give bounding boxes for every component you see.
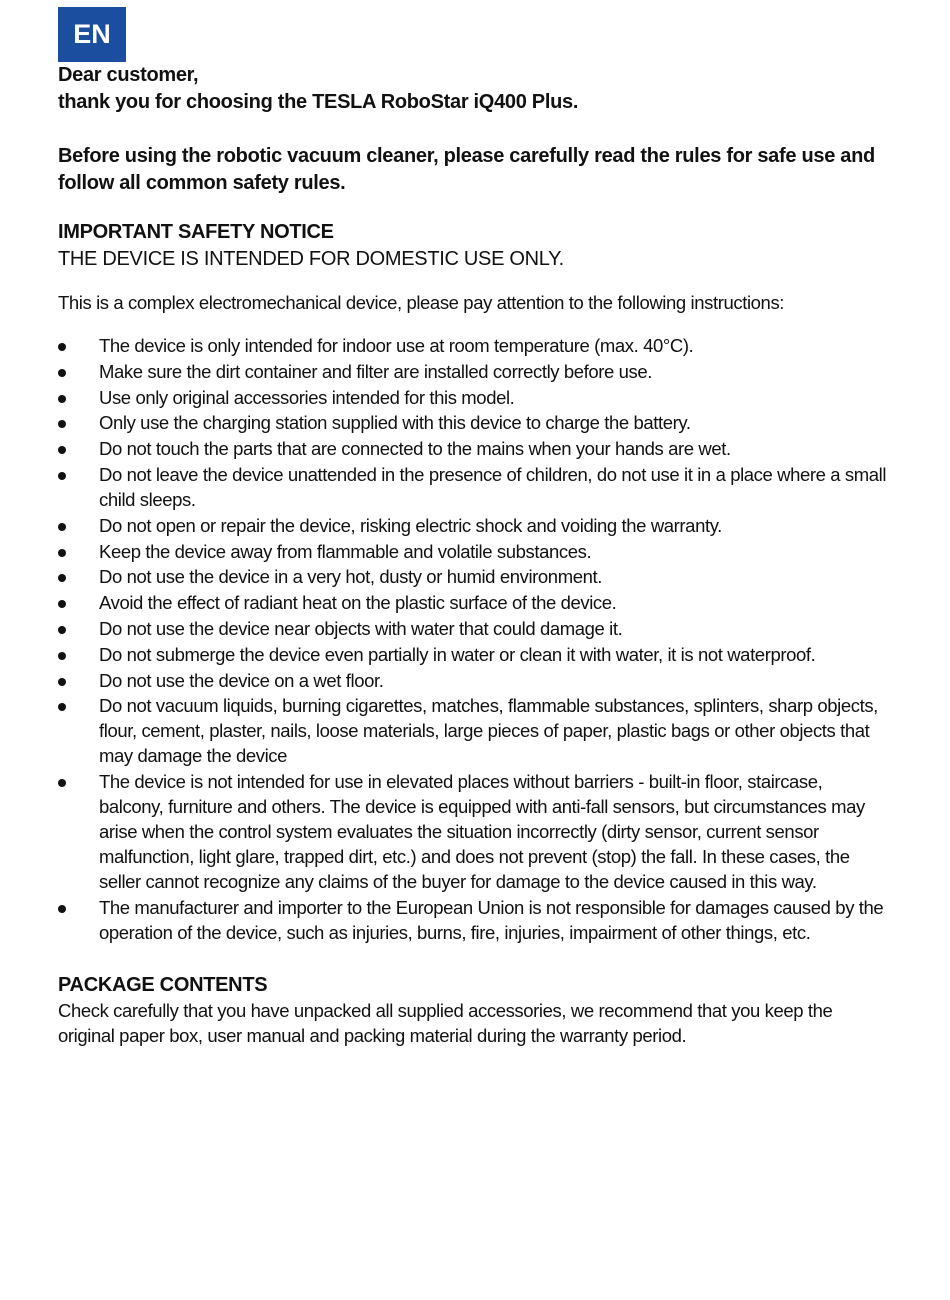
safety-rule-item <box>58 385 888 410</box>
bullet-icon <box>58 703 66 711</box>
manual-page <box>58 7 888 1048</box>
safety-rule-item <box>58 769 888 894</box>
bullet-icon <box>58 549 66 557</box>
safety-rule-text: Do not touch the parts that are connected to the mains when your hands are wet. <box>99 438 731 460</box>
safety-rule-item <box>58 668 888 693</box>
safety-heading: IMPORTANT SAFETY NOTICE <box>58 221 334 243</box>
safety-rule-text: Only use the charging station supplied with this device to charge the battery. <box>99 412 691 434</box>
safety-rule-item <box>58 590 888 615</box>
bullet-icon <box>58 779 66 787</box>
safety-rule-item <box>58 513 888 538</box>
intro-paragraph: Before using the robotic vacuum cleaner, please carefully read the rules for safe use and follow all common safety rules. <box>58 145 875 194</box>
safety-rule-item <box>58 410 888 435</box>
safety-rule-item <box>58 564 888 589</box>
language-badge: EN <box>58 7 126 62</box>
bullet-icon <box>58 395 66 403</box>
bullet-icon <box>58 652 66 660</box>
greeting <box>58 62 888 116</box>
bullet-icon <box>58 678 66 686</box>
bullet-icon <box>58 472 66 480</box>
safety-rule-text: Do not use the device in a very hot, dusty or humid environment. <box>99 566 602 588</box>
safety-rule-text: The device is only intended for indoor use at room temperature (max. 40°C). <box>99 335 694 356</box>
safety-rule-item <box>58 462 888 512</box>
safety-rule-item <box>58 436 888 461</box>
safety-rule-text: Keep the device away from flammable and volatile substances. <box>99 540 592 562</box>
safety-rule-text: Do not vacuum liquids, burning cigarettes, matches, flammable substances, splinters, sharp objects, flour, cement, plaster, nails, loose materials, large pieces of paper, plastic bags or other objects that may damage the device <box>99 695 878 767</box>
safety-rule-item <box>58 693 888 768</box>
safety-rule-item <box>58 616 888 641</box>
greeting-line-1: Dear customer, <box>58 64 199 86</box>
safety-rule-item <box>58 642 888 667</box>
safety-lead: This is a complex electromechanical device, please pay attention to the following instructions: <box>58 292 785 313</box>
bullet-icon <box>58 523 66 531</box>
bullet-icon <box>58 600 66 608</box>
safety-rule-text: Do not use the device on a wet floor. <box>99 669 384 691</box>
safety-rule-item <box>58 333 888 358</box>
safety-rule-item <box>58 359 888 384</box>
bullet-icon <box>58 446 66 454</box>
safety-subheading: THE DEVICE IS INTENDED FOR DOMESTIC USE ONLY. <box>58 248 564 270</box>
greeting-line-2: thank you for choosing the TESLA RoboStar iQ400 Plus. <box>58 91 579 113</box>
bullet-icon <box>58 420 66 428</box>
safety-rule-text: Use only original accessories intended for this model. <box>99 386 515 408</box>
safety-rule-text: Do not use the device near objects with water that could damage it. <box>99 617 623 639</box>
bullet-icon <box>58 626 66 634</box>
safety-rule-text: Do not open or repair the device, risking electric shock and voiding the warranty. <box>99 514 722 536</box>
safety-rule-item <box>58 539 888 564</box>
bullet-icon <box>58 369 66 377</box>
safety-rule-item <box>58 895 888 945</box>
safety-rule-text: Do not submerge the device even partially in water or clean it with water, it is not waterproof. <box>99 643 816 665</box>
bullet-icon <box>58 574 66 582</box>
bullet-icon <box>58 343 66 351</box>
safety-rule-text: The manufacturer and importer to the European Union is not responsible for damages caused by the operation of the device, such as injuries, burns, fire, injuries, impairment of other things, etc. <box>99 896 884 943</box>
safety-rule-text: Do not leave the device unattended in the presence of children, do not use it in a place where a small child sleeps. <box>99 463 887 510</box>
safety-rule-text: Avoid the effect of radiant heat on the plastic surface of the device. <box>99 592 617 614</box>
safety-rules-list <box>58 333 888 945</box>
bullet-icon <box>58 905 66 913</box>
safety-rule-text: Make sure the dirt container and filter are installed correctly before use. <box>99 360 653 382</box>
safety-rule-text: The device is not intended for use in elevated places without barriers - built-in floor, staircase, balcony, furniture and others. The device is equipped with anti-fall sensors, but circumstances may arise when the control system evaluates the situation incorrectly (dirty sensor, current sensor malfunction, light glare, trapped dirt, etc.) and does not prevent (stop) the fall. In these cases, the seller cannot recognize any claims of the buyer for damage to the device caused in this way. <box>99 771 865 893</box>
package-text: Check carefully that you have unpacked all supplied accessories, we recommend that you keep the original paper box, user manual and packing material during the warranty period. <box>58 999 833 1046</box>
package-heading: PACKAGE CONTENTS <box>58 973 268 996</box>
